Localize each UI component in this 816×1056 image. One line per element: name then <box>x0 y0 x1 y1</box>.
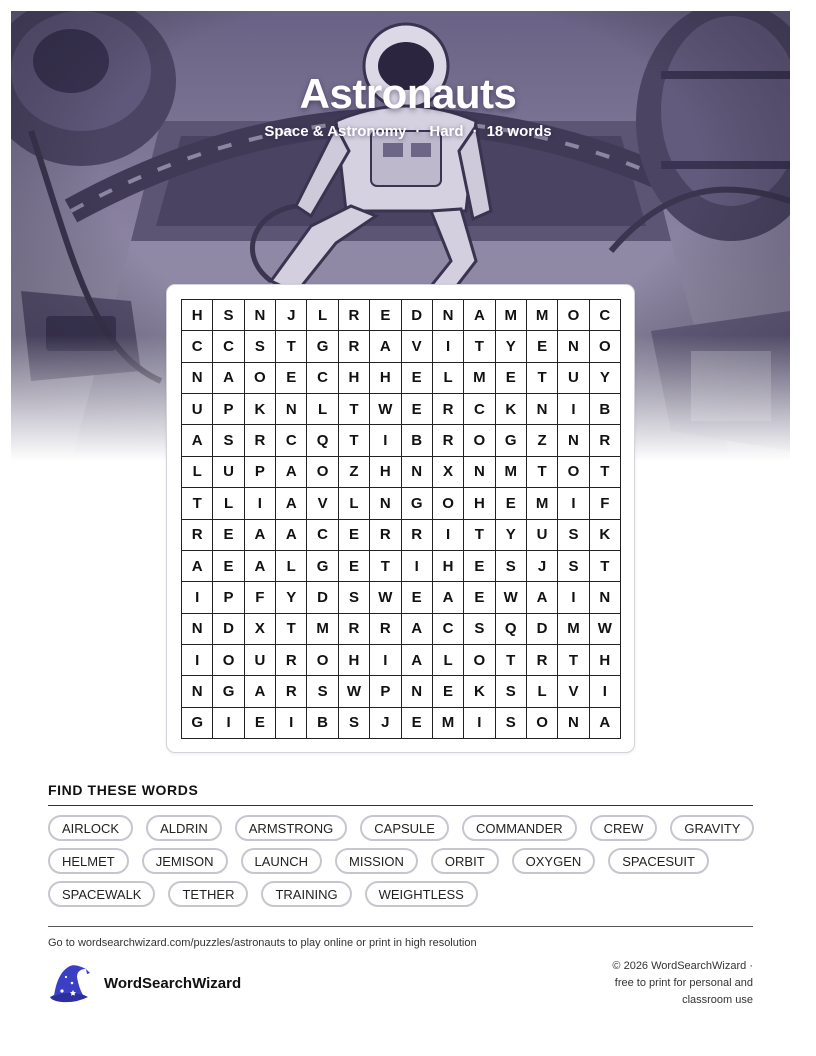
grid-cell[interactable]: N <box>402 457 433 488</box>
grid-cell[interactable]: R <box>339 331 370 362</box>
grid-cell[interactable]: S <box>496 708 527 739</box>
grid-cell[interactable]: N <box>402 676 433 707</box>
grid-cell[interactable]: L <box>276 551 307 582</box>
word-chip: TETHER <box>168 881 248 907</box>
grid-cell[interactable]: G <box>307 331 338 362</box>
grid-cell[interactable]: C <box>464 394 495 425</box>
grid-cell[interactable]: D <box>213 614 244 645</box>
grid-cell[interactable]: F <box>245 582 276 613</box>
online-link-text[interactable]: Go to wordsearchwizard.com/puzzles/astronauts to play online or print in high resolution <box>48 937 477 949</box>
grid-cell[interactable]: B <box>307 708 338 739</box>
grid-cell[interactable]: L <box>182 457 213 488</box>
word-chip: CREW <box>590 815 658 841</box>
grid-cell[interactable]: E <box>213 520 244 551</box>
grid-cell[interactable]: C <box>307 520 338 551</box>
grid-cell[interactable]: E <box>402 708 433 739</box>
grid-cell[interactable]: Q <box>496 614 527 645</box>
grid-cell[interactable]: O <box>558 300 589 331</box>
grid-cell[interactable]: A <box>527 582 558 613</box>
grid-cell[interactable]: D <box>307 582 338 613</box>
wizard-hat-icon <box>46 963 92 1003</box>
grid-cell[interactable]: A <box>213 363 244 394</box>
grid-cell[interactable]: N <box>558 425 589 456</box>
grid-cell[interactable]: S <box>339 582 370 613</box>
grid-cell[interactable]: S <box>213 425 244 456</box>
grid-cell[interactable]: A <box>464 300 495 331</box>
grid-cell[interactable]: O <box>464 645 495 676</box>
puzzle-meta <box>0 123 816 140</box>
grid-cell[interactable]: Y <box>496 331 527 362</box>
grid-cell[interactable]: S <box>558 551 589 582</box>
meta-separator: · <box>472 123 478 140</box>
difficulty-label: Hard <box>429 123 464 140</box>
word-list-heading: FIND THESE WORDS <box>48 782 199 798</box>
grid-cell[interactable]: M <box>433 708 464 739</box>
grid-cell[interactable]: E <box>433 676 464 707</box>
grid-cell[interactable]: T <box>527 457 558 488</box>
grid-cell[interactable]: A <box>245 520 276 551</box>
word-chip: TRAINING <box>261 881 351 907</box>
grid-cell[interactable]: O <box>307 645 338 676</box>
grid-cell[interactable]: M <box>558 614 589 645</box>
grid-cell[interactable]: S <box>245 331 276 362</box>
grid-cell[interactable]: D <box>527 614 558 645</box>
grid-cell[interactable]: N <box>558 708 589 739</box>
grid-cell[interactable]: O <box>213 645 244 676</box>
grid-cell[interactable]: R <box>590 425 621 456</box>
grid-cell[interactable]: I <box>433 331 464 362</box>
grid-cell[interactable]: E <box>496 363 527 394</box>
grid-cell[interactable]: Y <box>496 520 527 551</box>
grid-cell[interactable]: R <box>370 520 401 551</box>
grid-cell[interactable]: E <box>402 394 433 425</box>
grid-cell[interactable]: T <box>276 331 307 362</box>
grid-cell[interactable]: Z <box>339 457 370 488</box>
grid-cell[interactable]: T <box>276 614 307 645</box>
grid-cell[interactable]: H <box>590 645 621 676</box>
grid-cell[interactable]: W <box>339 676 370 707</box>
grid-cell[interactable]: V <box>402 331 433 362</box>
grid-cell[interactable]: I <box>558 394 589 425</box>
grid-cell[interactable]: L <box>213 488 244 519</box>
grid-cell[interactable]: T <box>339 425 370 456</box>
grid-cell[interactable]: C <box>276 425 307 456</box>
grid-cell[interactable]: M <box>527 488 558 519</box>
grid-cell[interactable]: S <box>464 614 495 645</box>
word-list <box>48 815 758 907</box>
grid-cell[interactable]: E <box>527 331 558 362</box>
grid-cell[interactable]: A <box>433 582 464 613</box>
grid-cell[interactable]: T <box>527 363 558 394</box>
grid-cell[interactable]: C <box>182 331 213 362</box>
grid-cell[interactable]: L <box>527 676 558 707</box>
word-chip: ARMSTRONG <box>235 815 348 841</box>
grid-cell[interactable]: R <box>276 676 307 707</box>
brand-name: WordSearchWizard <box>104 974 242 992</box>
grid-cell[interactable]: K <box>245 394 276 425</box>
grid-cell[interactable]: B <box>590 394 621 425</box>
grid-cell[interactable]: O <box>433 488 464 519</box>
grid-cell[interactable]: A <box>182 551 213 582</box>
word-chip: MISSION <box>335 848 418 874</box>
grid-cell[interactable]: N <box>182 363 213 394</box>
grid-cell[interactable]: H <box>433 551 464 582</box>
divider <box>48 926 753 927</box>
grid-cell[interactable]: E <box>370 300 401 331</box>
grid-cell[interactable]: C <box>213 331 244 362</box>
grid-cell[interactable]: A <box>182 425 213 456</box>
grid-cell[interactable]: N <box>370 488 401 519</box>
grid-cell[interactable]: M <box>464 363 495 394</box>
grid-cell[interactable]: T <box>590 551 621 582</box>
grid-cell[interactable]: I <box>558 488 589 519</box>
grid-cell[interactable]: M <box>307 614 338 645</box>
grid-cell[interactable]: B <box>402 425 433 456</box>
grid-cell[interactable]: P <box>213 394 244 425</box>
grid-cell[interactable]: H <box>370 457 401 488</box>
grid-cell[interactable]: T <box>464 520 495 551</box>
grid-cell[interactable]: R <box>527 645 558 676</box>
grid-cell[interactable]: H <box>370 363 401 394</box>
grid-cell[interactable]: W <box>590 614 621 645</box>
grid-cell[interactable]: A <box>590 708 621 739</box>
word-chip: HELMET <box>48 848 129 874</box>
grid-cell[interactable]: R <box>339 300 370 331</box>
page-title: Astronauts <box>299 70 517 117</box>
grid-cell[interactable]: M <box>527 300 558 331</box>
grid-cell[interactable]: E <box>245 708 276 739</box>
grid-cell[interactable]: I <box>182 582 213 613</box>
grid-cell[interactable]: W <box>370 394 401 425</box>
word-chip: JEMISON <box>142 848 228 874</box>
grid-cell[interactable]: R <box>402 520 433 551</box>
word-chip: GRAVITY <box>670 815 754 841</box>
meta-separator: · <box>415 123 421 140</box>
grid-cell[interactable]: A <box>245 551 276 582</box>
grid-cell[interactable]: R <box>370 614 401 645</box>
word-chip: CAPSULE <box>360 815 449 841</box>
grid-cell[interactable]: S <box>339 708 370 739</box>
word-chip: COMMANDER <box>462 815 577 841</box>
grid-cell[interactable]: E <box>276 363 307 394</box>
grid-cell[interactable]: O <box>558 457 589 488</box>
grid-cell[interactable]: L <box>433 363 464 394</box>
grid-cell[interactable]: X <box>433 457 464 488</box>
grid-cell[interactable]: U <box>213 457 244 488</box>
grid-cell[interactable]: I <box>182 645 213 676</box>
grid-cell[interactable]: L <box>339 488 370 519</box>
copyright-line: free to print for personal and <box>614 977 753 989</box>
category-label: Space & Astronomy <box>264 123 407 140</box>
grid-cell[interactable]: R <box>433 425 464 456</box>
grid-cell[interactable]: V <box>558 676 589 707</box>
grid-cell[interactable]: X <box>245 614 276 645</box>
grid-cell[interactable]: W <box>370 582 401 613</box>
grid-cell[interactable]: S <box>558 520 589 551</box>
grid-cell[interactable]: K <box>464 676 495 707</box>
word-chip: AIRLOCK <box>48 815 133 841</box>
grid-cell[interactable]: M <box>496 457 527 488</box>
grid-cell[interactable]: N <box>182 676 213 707</box>
grid-cell[interactable]: L <box>433 645 464 676</box>
grid-cell[interactable]: K <box>590 520 621 551</box>
grid-cell[interactable]: R <box>339 614 370 645</box>
brand-logo <box>46 963 241 1003</box>
grid-cell[interactable]: Y <box>276 582 307 613</box>
grid-cell[interactable]: G <box>402 488 433 519</box>
grid-cell[interactable]: A <box>276 520 307 551</box>
grid-cell[interactable]: T <box>339 394 370 425</box>
grid-cell[interactable]: H <box>339 645 370 676</box>
grid-cell[interactable]: R <box>276 645 307 676</box>
grid-cell[interactable]: E <box>402 582 433 613</box>
letter-grid <box>181 299 621 739</box>
grid-cell[interactable]: S <box>496 676 527 707</box>
grid-cell[interactable]: Z <box>527 425 558 456</box>
grid-cell[interactable]: Q <box>307 425 338 456</box>
divider <box>48 805 753 806</box>
grid-cell[interactable]: G <box>213 676 244 707</box>
grid-cell[interactable]: V <box>307 488 338 519</box>
grid-cell[interactable]: T <box>558 645 589 676</box>
word-chip: OXYGEN <box>512 848 596 874</box>
grid-cell[interactable]: K <box>496 394 527 425</box>
grid-cell[interactable]: E <box>339 520 370 551</box>
grid-cell[interactable]: J <box>527 551 558 582</box>
grid-cell[interactable]: I <box>245 488 276 519</box>
grid-cell[interactable]: P <box>370 676 401 707</box>
grid-cell[interactable]: U <box>182 394 213 425</box>
grid-cell[interactable]: R <box>433 394 464 425</box>
grid-cell[interactable]: I <box>370 645 401 676</box>
grid-cell[interactable]: N <box>590 582 621 613</box>
grid-cell[interactable]: E <box>402 363 433 394</box>
grid-cell[interactable]: I <box>213 708 244 739</box>
grid-cell[interactable]: H <box>464 488 495 519</box>
grid-cell[interactable]: D <box>402 300 433 331</box>
grid-cell[interactable]: T <box>464 331 495 362</box>
grid-cell[interactable]: L <box>307 300 338 331</box>
grid-cell[interactable]: H <box>182 300 213 331</box>
grid-cell[interactable]: N <box>433 300 464 331</box>
grid-cell[interactable]: O <box>245 363 276 394</box>
grid-cell[interactable]: A <box>276 488 307 519</box>
word-chip: LAUNCH <box>241 848 322 874</box>
word-chip: SPACESUIT <box>608 848 709 874</box>
grid-cell[interactable]: C <box>590 300 621 331</box>
grid-cell[interactable]: P <box>213 582 244 613</box>
grid-cell[interactable]: N <box>527 394 558 425</box>
grid-cell[interactable]: I <box>402 551 433 582</box>
grid-cell[interactable]: O <box>464 425 495 456</box>
grid-cell[interactable]: C <box>433 614 464 645</box>
copyright-line: © 2026 WordSearchWizard · <box>612 960 753 972</box>
grid-cell[interactable]: T <box>496 645 527 676</box>
grid-cell[interactable]: I <box>590 676 621 707</box>
grid-cell[interactable]: Y <box>590 363 621 394</box>
grid-cell[interactable]: S <box>496 551 527 582</box>
grid-cell[interactable]: N <box>464 457 495 488</box>
grid-cell[interactable]: U <box>245 645 276 676</box>
grid-cell[interactable]: G <box>182 708 213 739</box>
grid-cell[interactable]: E <box>339 551 370 582</box>
grid-cell[interactable]: P <box>245 457 276 488</box>
grid-cell[interactable]: E <box>496 488 527 519</box>
grid-cell[interactable]: T <box>370 551 401 582</box>
grid-cell[interactable]: A <box>402 645 433 676</box>
word-chip: ORBIT <box>431 848 499 874</box>
word-chip: ALDRIN <box>146 815 222 841</box>
grid-cell[interactable]: A <box>402 614 433 645</box>
grid-cell[interactable]: I <box>370 425 401 456</box>
word-count-label: 18 words <box>486 123 552 140</box>
grid-cell[interactable]: G <box>496 425 527 456</box>
copyright-line: classroom use <box>682 994 753 1006</box>
grid-cell[interactable]: C <box>307 363 338 394</box>
grid-cell[interactable]: N <box>182 614 213 645</box>
grid-cell[interactable]: E <box>464 551 495 582</box>
grid-cell[interactable]: T <box>182 488 213 519</box>
grid-cell[interactable]: O <box>590 331 621 362</box>
grid-cell[interactable]: A <box>245 676 276 707</box>
grid-cell[interactable]: I <box>433 520 464 551</box>
grid-cell[interactable]: R <box>245 425 276 456</box>
grid-cell[interactable]: U <box>527 520 558 551</box>
grid-cell[interactable]: G <box>307 551 338 582</box>
grid-cell[interactable]: A <box>276 457 307 488</box>
grid-cell[interactable]: N <box>558 331 589 362</box>
grid-cell[interactable]: N <box>276 394 307 425</box>
grid-cell[interactable]: I <box>558 582 589 613</box>
grid-cell[interactable]: O <box>527 708 558 739</box>
grid-cell[interactable]: E <box>464 582 495 613</box>
grid-cell[interactable]: S <box>213 300 244 331</box>
copyright-text <box>553 958 753 1009</box>
grid-cell[interactable]: U <box>558 363 589 394</box>
grid-cell[interactable]: I <box>276 708 307 739</box>
grid-cell[interactable]: S <box>307 676 338 707</box>
grid-cell[interactable]: L <box>307 394 338 425</box>
word-chip: SPACEWALK <box>48 881 155 907</box>
grid-cell[interactable]: N <box>245 300 276 331</box>
grid-cell[interactable]: A <box>370 331 401 362</box>
grid-cell[interactable]: J <box>370 708 401 739</box>
grid-cell[interactable]: E <box>213 551 244 582</box>
grid-cell[interactable]: W <box>496 582 527 613</box>
grid-cell[interactable]: T <box>590 457 621 488</box>
grid-cell[interactable]: F <box>590 488 621 519</box>
word-chip: WEIGHTLESS <box>365 881 478 907</box>
grid-cell[interactable]: O <box>307 457 338 488</box>
puzzle-card <box>166 284 635 753</box>
grid-cell[interactable]: R <box>182 520 213 551</box>
grid-cell[interactable]: H <box>339 363 370 394</box>
grid-cell[interactable]: J <box>276 300 307 331</box>
grid-cell[interactable]: I <box>464 708 495 739</box>
grid-cell[interactable]: M <box>496 300 527 331</box>
